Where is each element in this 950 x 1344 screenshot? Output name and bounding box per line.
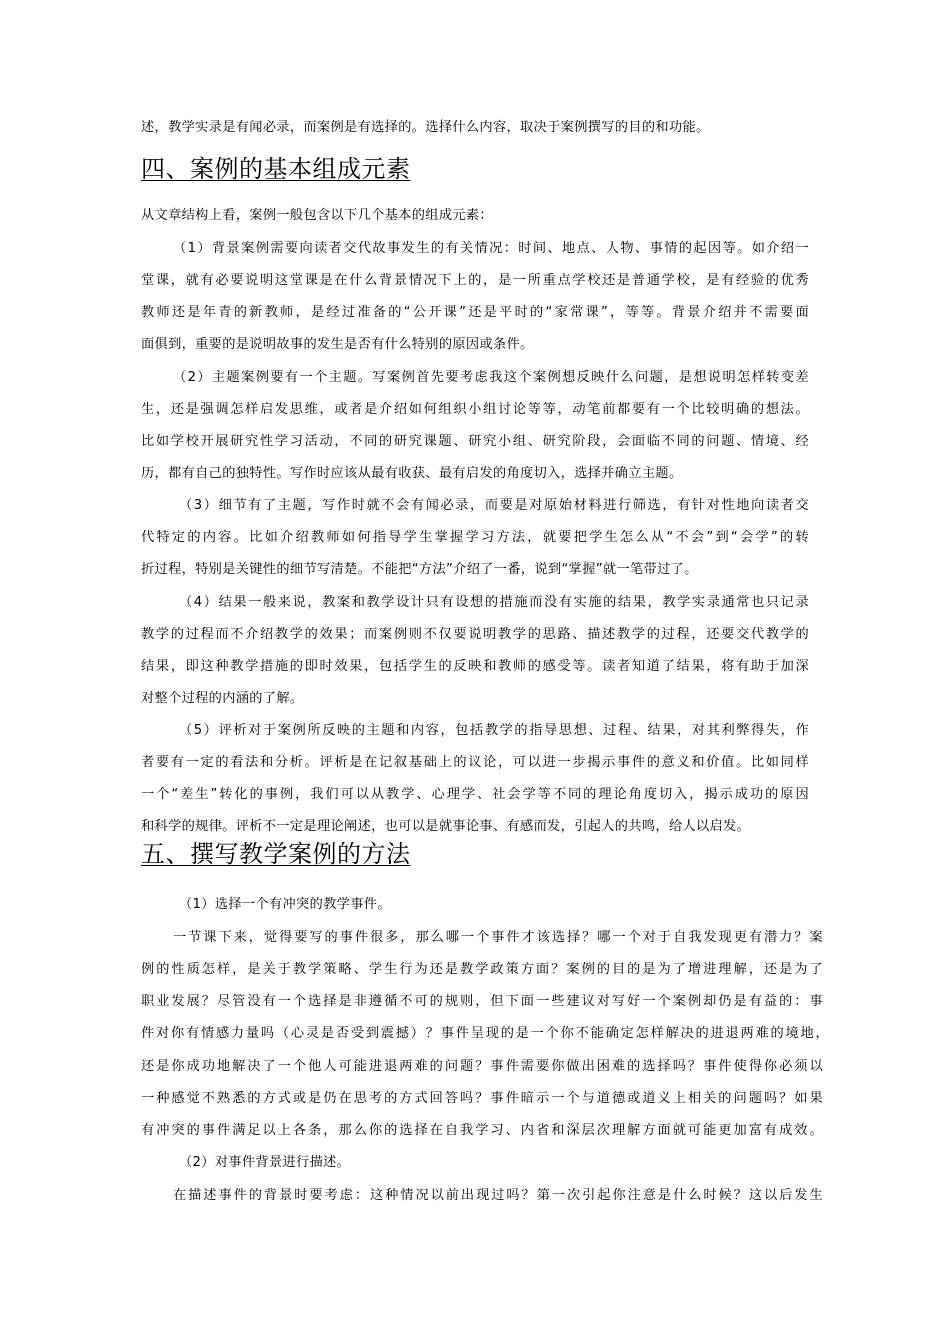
paragraph-line: 在描述事件的背景时要考虑：这种情况以前出现过吗？第一次引起你注意是什么时候？这以后发生	[173, 1188, 823, 1203]
paragraph-line: 比如学校开展研究性学习活动，不同的研究课题、研究小组、研究阶段，会面临不同的问题、情境、经	[141, 434, 809, 449]
paragraph-line: （2）主题案例要有一个主题。写案例首先要考虑我这个案例想反映什么问题，是想说明怎样转变差	[173, 370, 809, 385]
paragraph-line: 一种感觉不熟悉的方式或是仍在思考的方式回答吗？事件暗示一个与道德或道义上相关的问题吗？如果	[141, 1091, 823, 1106]
paragraph-line: 职业发展？尽管没有一个选择是非遵循不可的规则，但下面一些建议对写好一个案例却仍是有益的：事	[141, 994, 823, 1009]
section-5-heading: 五、撰写教学案例的方法	[141, 840, 411, 868]
paragraph-line: 面俱到，重要的是说明故事的发生是否有什么特别的原因或条件。	[141, 337, 534, 352]
paragraph-line: 和科学的规律。评析不一定是理论阐述，也可以是就事论事、有感而发，引起人的共鸣，给人以启发。	[141, 819, 751, 834]
paragraph-line: （5）评析对于案例所反映的主题和内容，包括教学的指导思想、过程、结果，对其利弊得失，作	[179, 723, 809, 738]
section-5-item-1-title: （1）选择一个有冲突的教学事件。	[179, 897, 391, 912]
paragraph-line: 代特定的内容。比如介绍教师如何指导学生掌握学习方法，就要把学生怎么从“不会”到“会学”的转	[141, 530, 809, 545]
paragraph-line: 对整个过程的内涵的了解。	[141, 691, 304, 706]
paragraph-line: 生，还是强调怎样启发思维，或者是介绍如何组织小组讨论等等，动笔前都要有一个比较明确的想法。	[141, 402, 809, 417]
paragraph-line: 历，都有自己的独特性。写作时应该从最有收获、最有启发的角度切入，选择并确立主题。	[141, 466, 683, 481]
paragraph-line: 结果，即这种教学措施的即时效果，包括学生的反映和教师的感受等。读者知道了结果，将有助于加深	[141, 659, 809, 674]
section-4-lead: 从文章结构上看，案例一般包含以下几个基本的组成元素：	[141, 208, 493, 223]
section-5-item-2-title: （2）对事件背景进行描述。	[179, 1155, 351, 1170]
paragraph-line: 者要有一定的看法和分析。评析是在记叙基础上的议论，可以进一步揭示事件的意义和价值。比如同样	[141, 755, 809, 770]
paragraph-line: 件对你有情感力量吗（心灵是否受到震撼）？事件呈现的是一个你不能确定怎样解决的进退两难的境地，	[141, 1026, 829, 1041]
paragraph-line: （3）细节有了主题，写作时就不会有闻必录，而要是对原始材料进行筛选，有针对性地向读者交	[179, 498, 809, 513]
paragraph-line: 有冲突的事件满足以上各条，那么你的选择在自我学习、内省和深层次理解方面就可能更加富有成效。	[141, 1123, 823, 1138]
paragraph-line: 一节课下来，觉得要写的事件很多，那么哪一个事件才该选择？哪一个对于自我发现更有潜力？案	[173, 930, 823, 945]
paragraph-line: 折过程，特别是关键性的细节写清楚。不能把“方法”介绍了一番，说到“掌握”就一笔带过了。	[141, 562, 698, 577]
paragraph-line: 例的性质怎样，是关于教学策略、学生行为还是教学政策方面？案例的目的是为了增进理解，还是为了	[141, 962, 823, 977]
paragraph-line: 教学的过程而不介绍教学的效果；而案例则不仅要说明教学的思路、描述教学的过程，还要交代教学的	[141, 627, 809, 642]
paragraph-line: 还是你成功地解决了一个他人可能进退两难的问题？事件需要你做出困难的选择吗？事件使得你必须以	[141, 1059, 823, 1074]
paragraph-line: （1）背景案例需要向读者交代故事发生的有关情况：时间、地点、人物、事情的起因等。如介绍一	[173, 241, 809, 256]
paragraph-line: 堂课，就有必要说明这堂课是在什么背景情况下上的，是一所重点学校还是普通学校，是有经验的优秀	[141, 273, 809, 288]
intro-text-line: 述，教学实录是有闻必录，而案例是有选择的。选择什么内容，取决于案例撰写的目的和功能。	[141, 120, 710, 135]
paragraph-line: 教师还是年青的新教师，是经过准备的“公开课”还是平时的“家常课”，等等。背景介绍并不需要面	[141, 305, 809, 320]
section-4-heading: 四、案例的基本组成元素	[141, 155, 411, 183]
paragraph-line: （4）结果一般来说，教案和教学设计只有设想的措施而没有实施的结果，教学实录通常也只记录	[179, 595, 809, 610]
paragraph-line: 一个“差生”转化的事例，我们可以从教学、心理学、社会学等不同的理论角度切入，揭示成功的原因	[141, 787, 809, 802]
